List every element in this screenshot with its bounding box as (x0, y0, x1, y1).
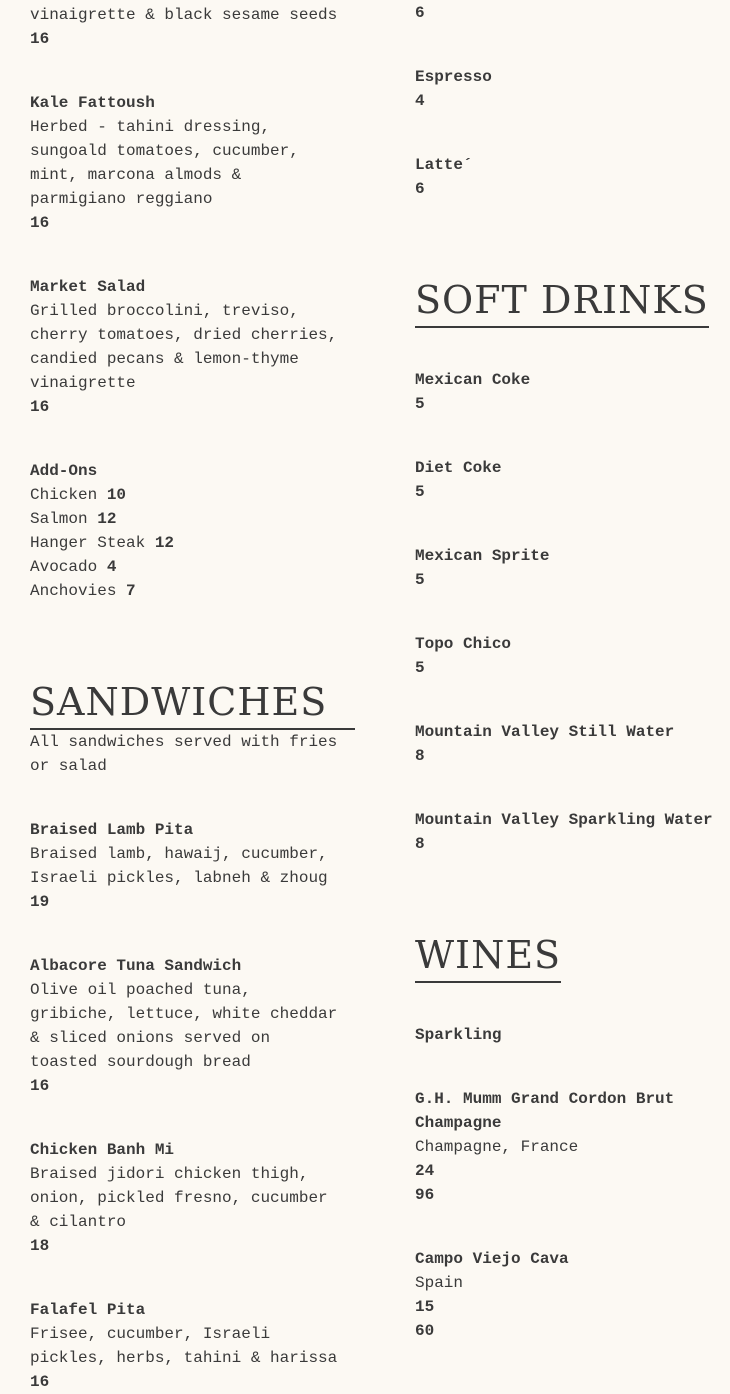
desc-line: & cilantro (30, 1213, 127, 1231)
item-name: Braised Lamb Pita (30, 821, 194, 839)
add-on-price: 7 (126, 582, 136, 600)
item-description (30, 842, 328, 890)
glass-price: 24 (415, 1162, 435, 1180)
wine-item-gh-mumm (415, 1087, 674, 1207)
item-price: 16 (30, 1077, 50, 1095)
desc-line: Braised lamb, hawaij, cucumber, (30, 845, 328, 863)
item-name (415, 1087, 674, 1135)
item-name: Mexican Sprite (415, 547, 550, 565)
section-heading-sandwiches: SANDWICHES (30, 682, 355, 730)
menu-item-kale-fattoush (30, 91, 299, 235)
desc-line: toasted sourdough bread (30, 1053, 251, 1071)
desc-line: Braised jidori chicken thigh, (30, 1165, 309, 1183)
item-description: vinaigrette & black sesame seeds (30, 6, 338, 24)
bottle-price: 96 (415, 1186, 435, 1204)
menu-item-albacore-tuna-sandwich (30, 954, 337, 1098)
desc-line: cherry tomatoes, dried cherries, (30, 326, 338, 344)
add-on-price: 4 (106, 558, 117, 576)
desc-line: sungoald tomatoes, cucumber, (30, 142, 299, 160)
menu-item-fragment (415, 1, 425, 25)
add-on-price: 10 (106, 486, 127, 504)
desc-line: candied pecans & lemon-thyme (30, 350, 299, 368)
glass-price: 15 (415, 1298, 435, 1316)
add-on-item (30, 579, 174, 603)
desc-line: mint, marcona almods & (30, 166, 242, 184)
item-price: 16 (30, 30, 50, 48)
menu-item-falafel-pita (30, 1298, 337, 1394)
desc-line: pickles, herbs, tahini & harissa (30, 1349, 338, 1367)
item-price: 5 (415, 395, 425, 413)
item-price: 19 (30, 893, 50, 911)
item-price: 5 (415, 483, 425, 501)
menu-item-chicken-banh-mi (30, 1138, 328, 1258)
add-ons-list (30, 459, 174, 603)
add-on-item (30, 507, 174, 531)
desc-line: Israeli pickles, labneh & zhoug (30, 869, 328, 887)
add-on-price: 12 (154, 534, 175, 552)
item-name: Mountain Valley Still Water (415, 723, 675, 741)
item-name: Mexican Coke (415, 371, 531, 389)
add-on-item (30, 531, 174, 555)
section-heading-soft-drinks: SOFT DRINKS (415, 280, 709, 328)
menu-item-diet-coke (415, 456, 501, 504)
item-price: 4 (415, 92, 425, 110)
note-line: or salad (30, 757, 107, 775)
menu-item-latte (415, 153, 473, 201)
wines-section (415, 935, 561, 983)
item-description (30, 978, 337, 1074)
item-price: 16 (30, 398, 50, 416)
add-on-item (30, 483, 174, 507)
wine-origin: Spain (415, 1274, 464, 1292)
desc-line: Frisee, cucumber, Israeli (30, 1325, 271, 1343)
desc-line: & sliced onions served on (30, 1029, 271, 1047)
add-on-name: Avocado (30, 558, 98, 576)
desc-line: Olive oil poached tuna, (30, 981, 251, 999)
add-on-price: 12 (97, 510, 117, 528)
name-line: Champagne (415, 1114, 502, 1132)
menu-item-fragment (30, 3, 337, 51)
wine-subheading (415, 1023, 501, 1047)
note-line: All sandwiches served with fries (30, 733, 338, 751)
item-price: 5 (415, 571, 425, 589)
menu-item-mountain-valley-sparkling (415, 808, 713, 856)
bottle-price: 60 (415, 1322, 435, 1340)
wine-origin: Champagne, France (415, 1138, 579, 1156)
soft-drinks-section (415, 280, 709, 328)
section-heading-wines: WINES (415, 935, 561, 983)
add-on-item (30, 555, 174, 579)
section-note (30, 730, 355, 778)
desc-line: onion, pickled fresno, cucumber (30, 1189, 328, 1207)
sandwiches-section (30, 682, 355, 778)
add-on-name: Anchovies (30, 582, 117, 600)
item-price: 16 (30, 1373, 50, 1391)
add-on-name: Salmon (30, 510, 88, 528)
desc-line: Herbed - tahini dressing, (30, 118, 271, 136)
item-description (30, 1322, 337, 1370)
name-line: G.H. Mumm Grand Cordon Brut (415, 1090, 675, 1108)
add-ons-title: Add-Ons (30, 462, 98, 480)
item-name: Mountain Valley Sparkling Water (415, 811, 713, 829)
desc-line: parmigiano reggiano (30, 190, 213, 208)
item-price: 5 (415, 659, 425, 677)
menu-item-braised-lamb-pita (30, 818, 328, 914)
item-description (30, 1162, 328, 1234)
item-price: 6 (415, 180, 425, 198)
item-price: 6 (415, 4, 425, 22)
menu-item-topo-chico (415, 632, 511, 680)
item-price: 18 (30, 1237, 50, 1255)
item-description (30, 299, 337, 395)
item-name: Chicken Banh Mi (30, 1141, 175, 1159)
add-on-name: Hanger Steak (30, 534, 146, 552)
item-name: Market Salad (30, 278, 146, 296)
menu-item-mountain-valley-still (415, 720, 674, 768)
desc-line: Grilled broccolini, treviso, (30, 302, 299, 320)
item-price: 8 (415, 747, 425, 765)
desc-line: vinaigrette (30, 374, 136, 392)
item-name: Albacore Tuna Sandwich (30, 957, 242, 975)
item-name: Topo Chico (415, 635, 512, 653)
item-description (30, 115, 299, 211)
subheading-sparkling: Sparkling (415, 1026, 502, 1044)
menu-item-market-salad (30, 275, 337, 419)
menu-item-espresso (415, 65, 492, 113)
item-price: 8 (415, 835, 425, 853)
item-name: Campo Viejo Cava (415, 1250, 569, 1268)
add-on-name: Chicken (30, 486, 98, 504)
item-name: Espresso (415, 68, 492, 86)
desc-line: gribiche, lettuce, white cheddar (30, 1005, 338, 1023)
menu-item-mexican-coke (415, 368, 530, 416)
item-price: 16 (30, 214, 50, 232)
wine-item-campo-viejo (415, 1247, 569, 1343)
item-name: Falafel Pita (30, 1301, 146, 1319)
item-name: Latte´ (415, 156, 473, 174)
item-name: Diet Coke (415, 459, 502, 477)
menu-item-mexican-sprite (415, 544, 549, 592)
item-name: Kale Fattoush (30, 94, 155, 112)
